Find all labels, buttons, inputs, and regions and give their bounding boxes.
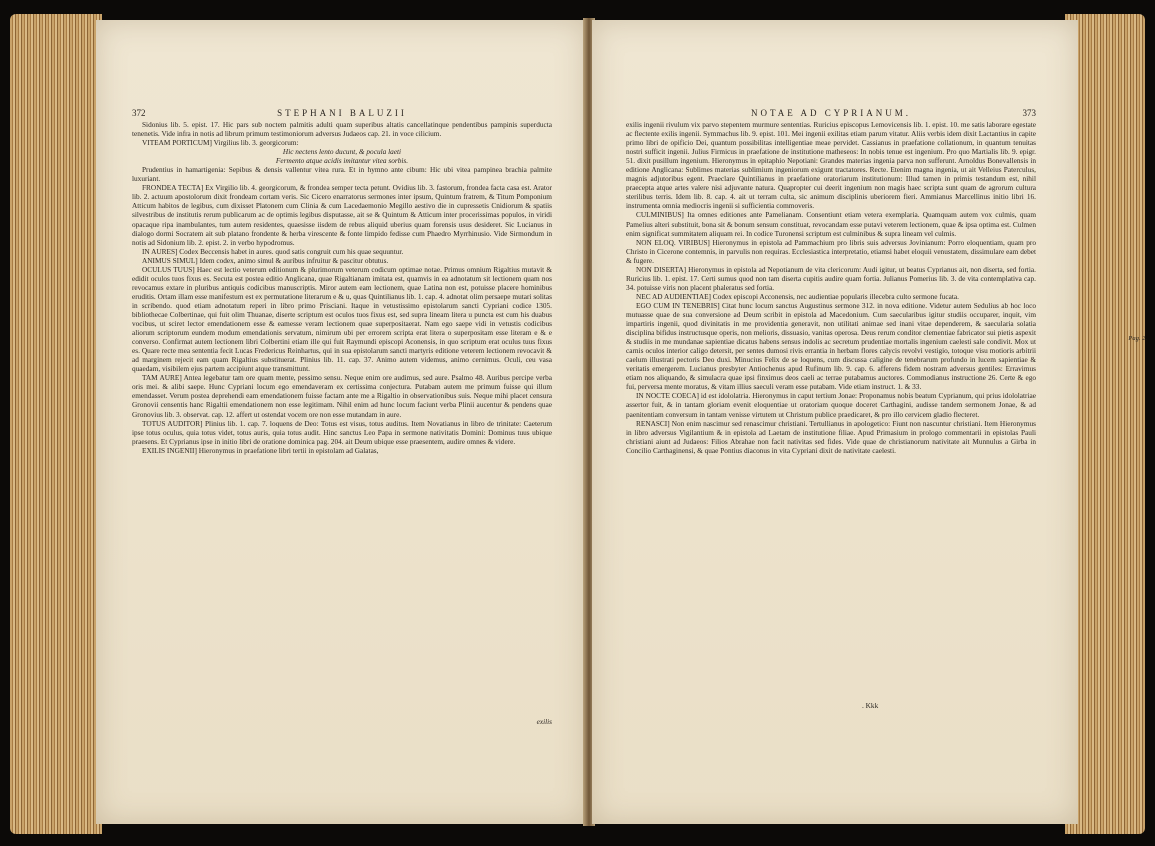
paragraph: OCULUS TUUS] Haec est lectio veterum editionum & plurimorum veterum codicum optimae notae. Primus omnium Rigaltius mutavit & edidit oculos tuos fixus es. Secuta est postea editio Anglicana, quae Rigaltianam imitata est, quamvis in ea adnotatum sit lectionem quam nos revocamus extare in pluribus antiquis codicibus manuscriptis. Miror autem eam lectionem, quae Latina non est, potuisse placere hominibus eruditis. Ortam illam esse manifestum est ex permutatione literarum e & u, quas Quintilianus lib. 1. cap. 4. adnotat olim persaepe mutari solitas in scribendo. quod etiam adnotatum reperi in libro primo Prisciani. Itaque in vetustissimo epistolarum sancti Cypriani codice 1305. bibliothecae Colbertinae, qui fuit olim Thuanae, diserte scriptum est oculos tuos fixus est, sed supra lineam litera u puncta est cum his duabus vocibus, ut sciret lector emendationem esse & eamesse veram lectionem quae superpositaerat. Nam ego saepe vidi in vetustis codicibus aliorum scriptorum eundem modum emendationis servatum, nimirum ubi per errorem scripta erat litera o superpositam esse literam e & e converso. Confirmat autem lectionem libri Colbertini etiam ille qui fuit Raymundi episcopi Aconensis, in quo scriptum erat oculus tuus fixus es. Quare recte mea sententia fecit Lucas Fredericus Reinhartus, qui in sua epistolarum sancti martyris editione veterem lectionem revocavit & ad marginem rejecit eam quam Rigaltius substituerat. Plinius lib. 11. cap. 37. Animo autem videmus, animo cernimus. Oculi, ceu vasa quaedam, visibilem ejus partem accipiunt atque transmittunt. — [132, 264, 552, 374]
paragraph: NON ELOQ. VIRIBUS] Hieronymus in epistola ad Pammachium pro libris suis adversus Jovinianum: Porro eloquentiam, quam pro Christo in Cicerone contemnis, in parvulis non requiras. Ecclesiastica interpretatio, etiamsi habet eloquii venustatem, dissimulare eam debet & fugere. — [626, 237, 1036, 265]
paragraph: EGO CUM IN TENEBRIS] Citat hunc locum sanctus Augustinus sermone 312. in nova editione. Videtur autem Sedulius ab hoc loco mutuasse quae de sua conversione ad Deum scribit in epistola ad Macedonium. Cum saecularibus igitur studiis occuparer, inquit, vim impartiris ingenii, quod divinitatis in me providentia generavit, non utilitati animae sed inani vitae dependerem, & saecularia solatia disciplina bifidus instructusque operis, non melioris, dissuasio, vanitas operosa. Deus rerum conditor clementiae fabricator sui pietis aspexit & studiis in me mundanae sapientiae dicatus habens sensus indolis ac secretum prudentiae mortalis ingenium caelesti sale condivit. Mox ut carnis oculos interior caligo detersit, per sentes dumosi rivis errantia in herbam flores calycis revolvi vestigio, totoque visu motioris arbitrii caelum illustrati pectoris Deo duxi. Minucius Felix de se loquens, cum discussa caligine de tenebrarum profundo in lucem sapientiae & veritatis emergerem. Lucianus presbyter Antiochenus apud Rufinum lib. 9. cap. 6. afferens fidem nostram adversus gentiles: Erravimus etiam nos aliquando, & simulacra quae ipsi finximus deos caeli ac terrae putabamus auctores. Commodianus instructione 26. Certe & ego fui, perversa mente moratus, & vitam illius saeculi veram esse putabam. Vide etiam instruct. 1. & 33. — [626, 300, 1036, 392]
paragraph: RENASCI] Non enim nascimur sed renascimur christiani. Tertullianus in apologetico: Fiunt non nascuntur christiani. Item Hieronymus in libro adversus Vigilantium & in epistola ad Laetam de institutione filiae. Apud Primasium in prologo commentarii in epistolas Pauli christiani aiunt ad Judaeos: Filios Abrahae non facit nativitas sed fides. Vide quae de christianorum nativitate ait Munnulus a Girba in Concilio Carthaginensi, & quae Pontius diaconus in vita Cypriani dixit de nativitate caelesti. — [626, 418, 1036, 455]
left-running-head — [132, 108, 552, 118]
paragraph: EXILIS INGENII] Hieronymus in praefatione libri tertii in epistolam ad Galatas, — [142, 445, 379, 455]
left-body-text — [132, 120, 552, 455]
left-page-number: 372 — [132, 108, 146, 118]
left-page — [96, 20, 586, 824]
page-edges-left — [10, 14, 102, 834]
right-page — [592, 20, 1078, 824]
paragraph: NON DISERTA] Hieronymus in epistola ad Nepotianum de vita clericorum: Audi igitur, ut beatus Cyprianus ait, non diserta, sed fortia. Ruricius lib. 1. epist. 17. Certi sumus quod non tam diserta cupitis audire quam fortia. Julianus Pomerius lib. 3. de vita contemplativa cap. 34. potuisse viris non placent phaleratus sed fortia. — [626, 264, 1036, 292]
paragraph: NEC AD AUDIENTIAE] Codex episcopi Acconensis, nec audientiae popularis illecebra culto sermone fucata. — [636, 291, 959, 301]
paragraph: VITEAM PORTICUM] Virgilius lib. 3. georgicorum: — [142, 138, 299, 148]
left-catchword: exilis — [536, 717, 552, 726]
paragraph: Sidonius lib. 5. epist. 17. Hic pars sub noctem palmitis adulti quam superibus altatis cancellatinque pendentibus pampinis superducta tenenetis. Vide infra in notis ad librum primum testimoniorum adversus Judaeos cap. 21. in voce cilicium. — [132, 120, 552, 139]
right-page-number: 373 — [1022, 108, 1036, 118]
left-running-title: STEPHANI BALUZII — [277, 108, 407, 118]
paragraph: TAM AURE] Antea legebatur tam ore quam mente, pessimo sensu. Neque enim ore audimus, sed aure. Psalmo 48. Auribus percipe verba oris mei. & alibi saepe. Hunc Cypriani locum ego emendaveram ex certissima conjectura. Putabam autem me primum fuisse qui illum emendasset. Verum postea deprehendi eam emendationem fuisse factam ante me a Rigaltio in observationibus suis. Neque mihi placet censura Gronovii censentis hanc Rigaltii emendationem non esse legitimam. Nihil enim ad hunc locum faciunt verba Plinii aucentur & pendens quae Gronovius lib. 3. observat. cap. 12. affert ut ostendat vocem ore non esse mutandam in aure. — [132, 373, 552, 419]
paragraph: TOTUS AUDITOR] Plinius lib. 1. cap. 7. loquens de Deo: Totus est visus, totus auditus. Item Novatianus in libro de trinitate: Caeterum ipse totus oculus, quia totus videt, totus auris, quia totus audit. Hinc sanctus Leo Papa in sermone nativitatis Domini: Dominus tuus ubique praesens. Et Cyprianus ipse in initio libri de oratione dominica pag. 204. ait Deum ubique esse praesentem, audire omnes & videre. — [132, 418, 552, 446]
right-running-title: NOTAE AD CYPRIANUM. — [750, 108, 912, 118]
right-body-text — [626, 120, 1036, 455]
signature-mark: . Kkk — [862, 701, 879, 710]
paragraph: IN NOCTE COECA] id est idololatria. Hieronymus in caput tertium Jonae: Proponamus nobis beatum Cyprianum, qui prius idololatriae assertor fuit, & in tantam gloriam evenit eloquentiae ut oratoriam quoque doceret Carthagini, audisse tandem sermonem Jonae, & ad paenitentiam conversum in tantam venisse virtutem ut Christum publice praedicaret, & pro illo cervicem gladio flecteret. — [626, 391, 1036, 419]
paragraph: IN AURES] Codex Beccensis habet in aures. quod satis congruit cum his quae sequuntur. — [142, 246, 404, 256]
right-running-head — [626, 108, 1036, 118]
paragraph: FRONDEA TECTA] Ex Virgilio lib. 4. georgicorum, & frondea semper tecta petunt. Ovidius lib. 3. fastorum, frondea facta casa est. Arator lib. 2. actuum apostolorum dixit frondeam cortam veris. Sic Cicero enarratorus sermones inter ipsum, Quintum fratrem, & Titum Pomponium Atticum habitos de legibus, cum dixisset Platonem cum Clinia & cum Lacedaemonio Megillo aestivo die in cupressetis Cnidiorum & spatiis silvestribus de institutis rerum publicarum ac de optimis legibus disputasse, ait se & Quintum & Atticum inter procerissimas populos, in viridi opacaque ripa inambulantes, tum autem residentes, quaesisse iisdem de rebus aliquid uberius quam forensis usus desideret. Sic Lucianus in dialogo dormi Socratem ait sub platano frondente & herba virescente & fonte limpido fedisse cum Phaedro Myrrhinusio. Vide Sirmondum in notis ad Sidonium lib. 2. epist. 2. in verbo hypodromus. — [132, 183, 552, 247]
margin-note: Pag. 2. — [1128, 335, 1147, 342]
paragraph: ANIMUS SIMUL] Idem codex, animo simul & auribus infruitur & pascitur obtutus. — [142, 255, 389, 265]
paragraph: CULMINIBUS] Ita omnes editiones ante Pamelianam. Consentiunt etiam vetera exemplaria. Quamquam autem vox culmis, quam Pamelius alteri substituit, bona sit & bonum sensum constituat, revocandam esse putavi veterem lectionem, quae & ipsa optima est. Culmen enim significat summitatem aliquam rei. In codice Turonensi scriptum est culminibus & supra lineam vel culmis. — [626, 210, 1036, 238]
paragraph: exilis ingenii rivulum vix parvo stepentem murmure sententias. Ruricius episcopus Lemovicensis lib. 1. epist. 10. me satis laborare egestate ac flectente exilis ingenii. Symmachus lib. 9. epist. 101. Mei ingenii exilitas etiam parum vitatur. Aliis verbis idem dixit Lactantius in capite primo libri de opificio Dei, quantum possibilitas intelligentiae meae pervidet. Cassianus in praefatione collationum, in quantum tenuitas nostri sufficit ingenii. Julius Firmicus in praefatione de institutione matheseos: In nobis tenue est ingenium. Pro quo Martialis lib. 9. epigr. 51. dixit pusillum ingenium. Hieronymus in epitaphio Nepotiani: Grandes materias ingenia parva non sufferunt. Arnoldus Bonevallensis in editione Anglicana: Sublimes materias sublimium ingeniorum exigunt tractatores. Recte. Etenim magna ingenia, ut ait Velleius Paterculus, magnis adjutoribus egent. Praeclare Quintilianus in praefatione oratoriarum institutionum: Illud tamen in primis testandum est, nihil praecepta atque artes valere nisi adjuvante natura. Quapropter cui deerit ingenium non magis haec scripta sunt quam de agrorum cultura sterilibus terris. Idem lib. 8. cap. 4. ait ut terram culta, sic animum disciplinis uberiorem fieri. Ammianus Marcellinus initio libri 16. instrumenta omnia mediocris ingenii si sufficientia commoveris. — [626, 120, 1036, 211]
verse-line: Hic nectens lento ducunt, & pocula laeti — [282, 147, 402, 157]
paragraph: Prudentius in hamartigenia: Sepibus & densis vallentur vitea rura. Et in hymno ante cibum: Hic ubi vitea pampinea brachia palmite luxuriant. — [132, 165, 552, 184]
verse-line: Fermento atque acidis imitantur vitea sorbis. — [275, 156, 409, 166]
